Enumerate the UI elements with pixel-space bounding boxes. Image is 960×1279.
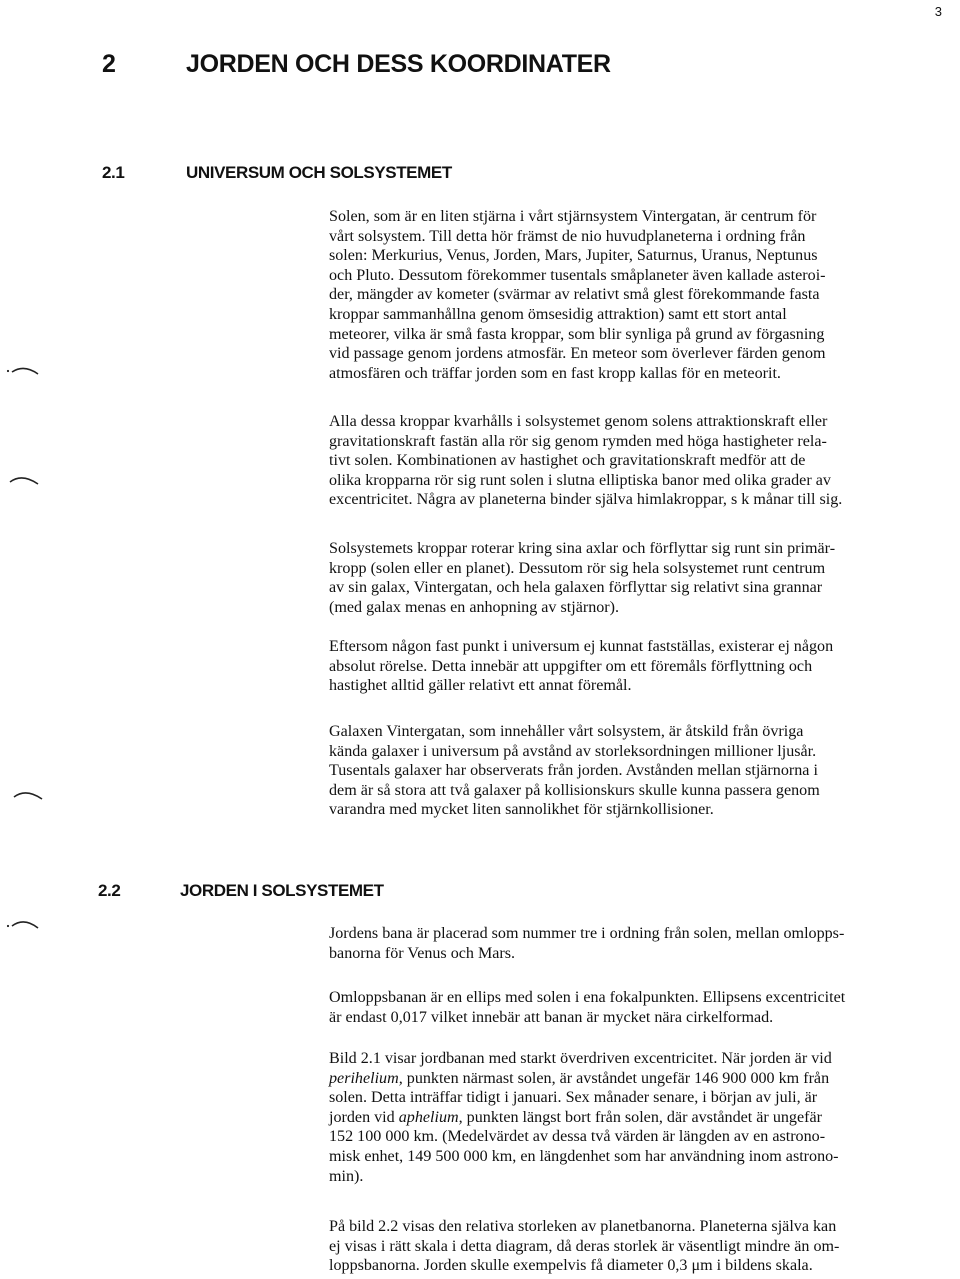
paragraph-ellipse — [329, 988, 953, 1027]
paragraph-gravitation — [329, 412, 953, 510]
margin-scan-mark — [4, 914, 46, 932]
text-line: meteorer, vilka är små fasta kroppar, som blir synliga på grund av förgasning — [329, 325, 825, 343]
paragraph-orbit-scale — [329, 1217, 953, 1276]
chapter-number: 2 — [102, 50, 116, 78]
text-line: absolut rörelse. Detta innebär att uppgifter om ett föremåls förflyttning och — [329, 657, 813, 675]
margin-scan-mark — [4, 360, 46, 378]
paragraph-earth-orbit-position — [329, 924, 953, 963]
text-line: Solen, som är en liten stjärna i vårt stjärnsystem Vintergatan, är centrum för — [329, 208, 817, 225]
text-line: Bild 2.1 visar jordbanan med starkt överdriven excentricitet. När jorden är vid — [329, 1050, 832, 1067]
text-line: Omloppsbanan är en ellips med solen i ena fokalpunkten. Ellipsens excentricitet — [329, 989, 846, 1006]
section-number: 2.1 — [102, 163, 125, 182]
chapter-title: JORDEN OCH DESS KOORDINATER — [186, 50, 611, 78]
text-line: excentricitet. Några av planeterna binder själva himlakroppar, s k månar till sig. — [329, 491, 843, 509]
margin-scan-mark — [10, 785, 52, 803]
section-number: 2.2 — [98, 881, 121, 900]
text-line: kropp (solen eller en planet). Dessutom rör sig hela solsystemet runt centrum — [329, 559, 826, 577]
text-fragment: punkten längst bort från solen, där avståndet är ungefär — [462, 1108, 822, 1126]
section-title: UNIVERSUM OCH SOLSYSTEMET — [186, 163, 452, 182]
text-line: Galaxen Vintergatan, som innehåller vårt solsystem, är åtskild från övriga — [329, 723, 804, 740]
text-line: Tusentals galaxer har observerats från jorden. Avstånden mellan stjärnorna i — [329, 762, 818, 780]
term-perihelium: perihelium, — [329, 1069, 403, 1087]
text-line: ej visas i rätt skala i detta diagram, då deras storlek är väsentligt mindre än om- — [329, 1237, 840, 1255]
paragraph-solar-system-intro — [329, 207, 953, 383]
text-line: gravitationskraft fastän alla rör sig genom rymden med höga hastigheter rela- — [329, 432, 827, 450]
text-line: banorna för Venus och Mars. — [329, 944, 516, 962]
text-line: solen: Merkurius, Venus, Jorden, Mars, Jupiter, Saturnus, Uranus, Neptunus — [329, 247, 818, 265]
text-line: solen. Detta inträffar tidigt i januari. Sex månader senare, i början av juli, är — [329, 1089, 818, 1107]
text-line: vårt solsystem. Till detta hör främst de nio huvudplaneterna i ordning från — [329, 227, 806, 245]
text-line: olika kropparna rör sig runt solen i slutna elliptiska banor med olika grader av — [329, 471, 831, 489]
text-line: vid passage genom jordens atmosfär. En meteor som överlever färden genom — [329, 345, 826, 363]
text-line: misk enhet, 149 500 000 km, en längdenhet som har användning inom astrono- — [329, 1147, 839, 1165]
text-line — [329, 1108, 953, 1128]
text-line: atmosfären och träffar jorden som en fast kropp kallas för en meteorit. — [329, 364, 781, 382]
paragraph-rotation — [329, 539, 953, 617]
section-heading-2-1 — [102, 163, 452, 183]
text-line — [329, 1069, 953, 1089]
section-heading-2-2 — [98, 881, 384, 901]
paragraph-relative-motion — [329, 637, 953, 696]
text-line: varandra med mycket liten sannolikhet för stjärnkollisioner. — [329, 801, 714, 819]
text-line: kroppar sammanhållna genom ömsesidig attraktion) samt ett stort antal — [329, 305, 787, 323]
text-line: der, mängder av kometer (svärmar av relativt små glest förekommande fasta — [329, 286, 820, 304]
text-line: (med galax menas en anhopning av stjärnor). — [329, 598, 620, 616]
page-number: 3 — [934, 4, 942, 19]
margin-scan-mark — [6, 470, 48, 488]
text-line: dem är så stora att två galaxer på kollisionskurs skulle kunna passera genom — [329, 781, 820, 799]
paragraph-perihelion-aphelion — [329, 1049, 953, 1186]
text-line: Eftersom någon fast punkt i universum ej kunnat fastställas, existerar ej någon — [329, 638, 834, 655]
text-line: och Pluto. Dessutom förekommer tusentals småplaneter även kallade asteroi- — [329, 266, 826, 284]
text-line: 152 100 000 km. (Medelvärdet av dessa två värden är längden av en astrono- — [329, 1128, 826, 1146]
chapter-heading — [102, 50, 611, 79]
text-line: Solsystemets kroppar roterar kring sina axlar och förflyttar sig runt sin primär- — [329, 540, 836, 557]
text-line: Jordens bana är placerad som nummer tre i ordning från solen, mellan omlopps- — [329, 925, 845, 942]
paragraph-galaxies — [329, 722, 953, 820]
text-line: är endast 0,017 vilket innebär att banan är mycket nära cirkelformad. — [329, 1008, 774, 1026]
text-line: min). — [329, 1167, 364, 1185]
text-line: hastighet alltid gäller relativt ett annat föremål. — [329, 677, 632, 695]
text-fragment: jorden vid — [329, 1108, 399, 1126]
text-line: På bild 2.2 visas den relativa storleken av planetbanorna. Planeterna själva kan — [329, 1218, 837, 1235]
text-line: av sin galax, Vintergatan, och hela galaxen förflyttar sig relativt sina grannar — [329, 579, 823, 597]
text-line: tivt solen. Kombinationen av hastighet och gravitationskraft medför att de — [329, 452, 806, 470]
text-line: Alla dessa kroppar kvarhålls i solsystemet genom solens attraktionskraft eller — [329, 413, 828, 430]
text-line: kända galaxer i universum på avstånd av storleksordningen millioner ljusår. — [329, 742, 817, 760]
term-aphelium: aphelium, — [398, 1108, 463, 1126]
text-fragment: punkten närmast solen, är avståndet ungefär 146 900 000 km från — [402, 1069, 830, 1087]
text-line: loppsbanorna. Jorden skulle exempelvis få diameter 0,3 μm i bildens skala. — [329, 1257, 813, 1275]
section-title: JORDEN I SOLSYSTEMET — [180, 881, 384, 900]
